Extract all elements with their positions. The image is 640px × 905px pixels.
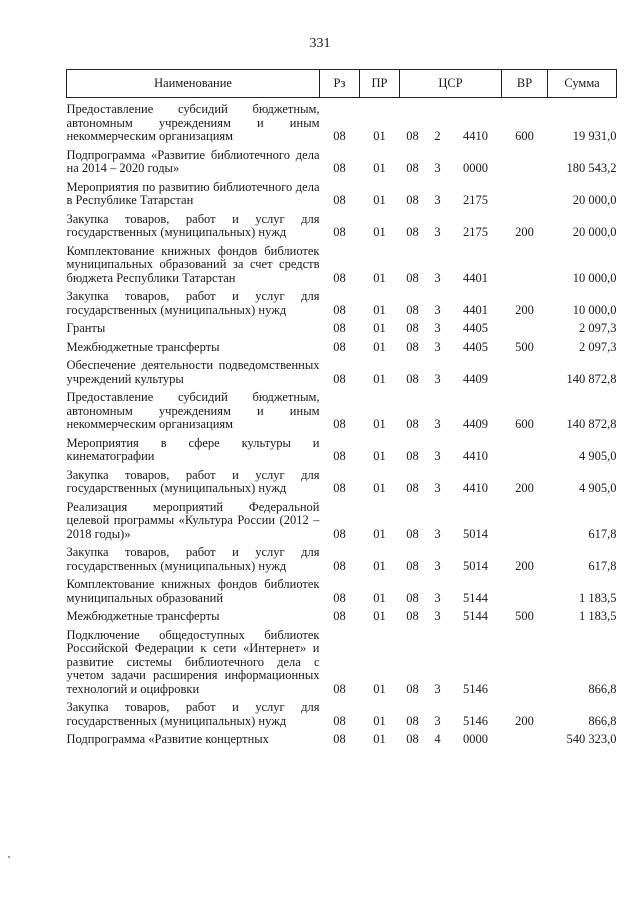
table-row [67, 573, 617, 605]
row-name: Обеспечение деятельности подведомственных учреждений культуры [66, 358, 320, 386]
row-name: Закупка товаров, работ и услуг для государственных (муниципальных) нужд [66, 545, 320, 573]
row-vr: 200 [515, 713, 534, 728]
table-row [67, 496, 617, 542]
row-csr-2: 3 [434, 449, 441, 463]
row-name: Комплектование книжных фондов библиотек муниципальных образований за счет средств бюджета Республики Татарстан [66, 243, 320, 285]
row-vr [502, 573, 548, 605]
row-pr: 01 [373, 732, 386, 746]
table-row [67, 176, 617, 208]
row-csr-3: 4405 [463, 321, 488, 335]
row-csr-3: 5014 [463, 558, 488, 573]
row-rz: 08 [333, 732, 346, 746]
table-row [67, 624, 617, 697]
row-csr-3: 4410 [463, 449, 488, 463]
row-rz: 08 [333, 681, 346, 696]
row-csr-3: 4409 [463, 417, 488, 431]
row-sum: 20 000,0 [572, 225, 617, 239]
row-vr: 600 [515, 417, 534, 431]
row-csr-1: 08 [406, 270, 419, 285]
row-name: Закупка товаров, работ и услуг для государственных (муниципальных) нужд [66, 289, 320, 317]
row-csr-2: 3 [434, 321, 441, 335]
row-csr-2: 3 [434, 558, 441, 573]
row-vr [502, 728, 548, 747]
row-sum: 617,8 [588, 526, 617, 541]
row-sum: 2 097,3 [579, 321, 617, 335]
row-sum: 540 323,0 [566, 732, 617, 746]
row-csr-3: 4410 [463, 481, 488, 495]
row-csr-1: 08 [406, 371, 419, 386]
row-csr-1: 08 [406, 449, 419, 463]
row-pr: 01 [373, 609, 386, 623]
row-csr-2: 3 [434, 590, 441, 605]
row-pr: 01 [373, 558, 386, 573]
table-row [67, 605, 617, 624]
row-csr-3: 5144 [463, 609, 488, 623]
row-sum: 4 905,0 [579, 481, 617, 495]
row-sum: 19 931,0 [572, 129, 617, 143]
row-csr-3: 2175 [463, 225, 488, 239]
row-csr-1: 08 [406, 321, 419, 335]
row-vr [502, 240, 548, 286]
row-csr-2: 2 [434, 129, 441, 143]
row-csr-2: 3 [434, 481, 441, 495]
row-name: Подпрограмма «Развитие библиотечного дела на 2014 – 2020 годы» [66, 147, 320, 175]
row-csr-3: 0000 [463, 161, 488, 175]
row-name: Закупка товаров, работ и услуг для государственных (муниципальных) нужд [66, 467, 320, 495]
row-pr: 01 [373, 161, 386, 175]
page-number: 331 [309, 36, 331, 51]
table-row [67, 240, 617, 286]
row-vr: 600 [515, 129, 534, 143]
row-pr: 01 [373, 590, 386, 605]
budget-table [66, 69, 617, 747]
row-pr: 01 [373, 417, 386, 431]
row-csr-2: 3 [434, 270, 441, 285]
row-vr [502, 144, 548, 176]
table-row [67, 98, 617, 144]
row-sum: 617,8 [588, 558, 617, 573]
row-csr-2: 3 [434, 681, 441, 696]
row-csr-1: 08 [406, 609, 419, 623]
row-sum: 1 183,5 [579, 609, 617, 623]
row-csr-2: 4 [434, 732, 441, 746]
row-vr: 200 [515, 558, 534, 573]
table-row [67, 336, 617, 355]
row-name: Гранты [66, 321, 106, 335]
row-vr [502, 354, 548, 386]
row-sum: 1 183,5 [579, 590, 617, 605]
row-csr-3: 5146 [463, 681, 488, 696]
table-row [67, 354, 617, 386]
row-sum: 140 872,8 [566, 417, 617, 431]
row-vr: 500 [515, 339, 534, 354]
table-row [67, 386, 617, 432]
row-csr-3: 5014 [463, 526, 488, 541]
header-sum: Сумма [548, 70, 617, 98]
row-csr-2: 3 [434, 339, 441, 354]
row-rz: 08 [333, 270, 346, 285]
row-rz: 08 [333, 193, 346, 207]
row-csr-3: 4409 [463, 371, 488, 386]
row-csr-1: 08 [406, 681, 419, 696]
row-csr-1: 08 [406, 417, 419, 431]
row-vr [502, 432, 548, 464]
table-row [67, 541, 617, 573]
row-csr-3: 2175 [463, 193, 488, 207]
row-sum: 866,8 [588, 681, 617, 696]
row-name: Закупка товаров, работ и услуг для государственных (муниципальных) нужд [66, 700, 320, 728]
table-row [67, 144, 617, 176]
row-csr-2: 3 [434, 161, 441, 175]
table-row [67, 464, 617, 496]
table-row [67, 317, 617, 336]
row-pr: 01 [373, 225, 386, 239]
row-rz: 08 [333, 449, 346, 463]
row-csr-3: 0000 [463, 732, 488, 746]
row-name: Предоставление субсидий бюджетным, автономным учреждениям и иным некоммерческим организациям [66, 102, 320, 143]
row-pr: 01 [373, 339, 386, 354]
row-pr: 01 [373, 449, 386, 463]
table-row [67, 696, 617, 728]
row-name: Комплектование книжных фондов библиотек муниципальных образований [66, 577, 320, 605]
row-csr-1: 08 [406, 302, 419, 317]
row-csr-2: 3 [434, 225, 441, 239]
row-pr: 01 [373, 129, 386, 143]
row-name: Мероприятия по развитию библиотечного дела в Республике Татарстан [66, 179, 320, 207]
row-csr-3: 4410 [463, 129, 488, 143]
row-vr: 200 [515, 302, 534, 317]
row-name: Закупка товаров, работ и услуг для государственных (муниципальных) нужд [66, 211, 320, 239]
row-csr-3: 4405 [463, 339, 488, 354]
row-pr: 01 [373, 193, 386, 207]
row-rz: 08 [333, 609, 346, 623]
row-csr-2: 3 [434, 713, 441, 728]
row-csr-1: 08 [406, 481, 419, 495]
table-row [67, 208, 617, 240]
row-rz: 08 [333, 558, 346, 573]
row-csr-2: 3 [434, 302, 441, 317]
row-csr-1: 08 [406, 339, 419, 354]
header-name: Наименование [67, 70, 320, 98]
row-name: Мероприятия в сфере культуры и кинематографии [66, 435, 320, 463]
row-name: Реализация мероприятий Федеральной целевой программы «Культура России (2012 – 2018 годы)» [66, 499, 320, 541]
row-rz: 08 [333, 129, 346, 143]
row-sum: 2 097,3 [579, 339, 617, 354]
row-sum: 4 905,0 [579, 449, 617, 463]
row-name: Предоставление субсидий бюджетным, автономным учреждениям и иным некоммерческим организациям [66, 390, 320, 431]
row-pr: 01 [373, 371, 386, 386]
header-rz: Рз [320, 70, 360, 98]
row-rz: 08 [333, 371, 346, 386]
row-sum: 180 543,2 [566, 161, 617, 175]
row-csr-1: 08 [406, 225, 419, 239]
row-vr [502, 496, 548, 542]
row-sum: 10 000,0 [572, 302, 617, 317]
row-pr: 01 [373, 481, 386, 495]
table-header-row [67, 70, 617, 98]
row-vr: 500 [515, 609, 534, 623]
row-pr: 01 [373, 713, 386, 728]
row-csr-3: 5144 [463, 590, 488, 605]
row-pr: 01 [373, 302, 386, 317]
row-vr [502, 624, 548, 697]
row-rz: 08 [333, 713, 346, 728]
row-name: Подпрограмма «Развитие концертных [66, 732, 269, 746]
row-pr: 01 [373, 321, 386, 335]
row-pr: 01 [373, 270, 386, 285]
row-csr-1: 08 [406, 129, 419, 143]
row-name: Межбюджетные трансферты [66, 339, 220, 354]
row-rz: 08 [333, 302, 346, 317]
row-sum: 140 872,8 [566, 371, 617, 386]
row-rz: 08 [333, 339, 346, 354]
table-row [67, 432, 617, 464]
table-row [67, 728, 617, 747]
row-csr-1: 08 [406, 161, 419, 175]
row-csr-2: 3 [434, 371, 441, 386]
row-rz: 08 [333, 526, 346, 541]
row-csr-1: 08 [406, 526, 419, 541]
table-body [67, 98, 617, 747]
row-csr-2: 3 [434, 609, 441, 623]
header-vr: ВР [502, 70, 548, 98]
header-pr: ПР [360, 70, 400, 98]
row-csr-1: 08 [406, 732, 419, 746]
header-csr: ЦСР [400, 70, 502, 98]
row-vr: 200 [515, 225, 534, 239]
row-sum: 10 000,0 [572, 270, 617, 285]
row-rz: 08 [333, 417, 346, 431]
row-csr-3: 4401 [463, 270, 488, 285]
row-sum: 866,8 [588, 713, 617, 728]
row-csr-1: 08 [406, 713, 419, 728]
row-csr-2: 3 [434, 417, 441, 431]
row-csr-1: 08 [406, 193, 419, 207]
row-rz: 08 [333, 321, 346, 335]
row-csr-2: 3 [434, 526, 441, 541]
row-name: Межбюджетные трансферты [66, 609, 220, 623]
row-name: Подключение общедоступных библиотек Российской Федерации к сети «Интернет» и развитие системы библиотечного дела с учетом задачи расширения информационных технологий и оцифровки [66, 627, 320, 696]
row-rz: 08 [333, 225, 346, 239]
row-pr: 01 [373, 681, 386, 696]
row-csr-3: 4401 [463, 302, 488, 317]
row-vr [502, 317, 548, 336]
row-csr-3: 5146 [463, 713, 488, 728]
row-rz: 08 [333, 161, 346, 175]
scan-speck [8, 856, 10, 858]
row-vr [502, 176, 548, 208]
row-csr-2: 3 [434, 193, 441, 207]
row-csr-1: 08 [406, 558, 419, 573]
row-sum: 20 000,0 [572, 193, 617, 207]
table-row [67, 285, 617, 317]
row-csr-1: 08 [406, 590, 419, 605]
row-rz: 08 [333, 590, 346, 605]
row-pr: 01 [373, 526, 386, 541]
row-rz: 08 [333, 481, 346, 495]
row-vr: 200 [515, 481, 534, 495]
